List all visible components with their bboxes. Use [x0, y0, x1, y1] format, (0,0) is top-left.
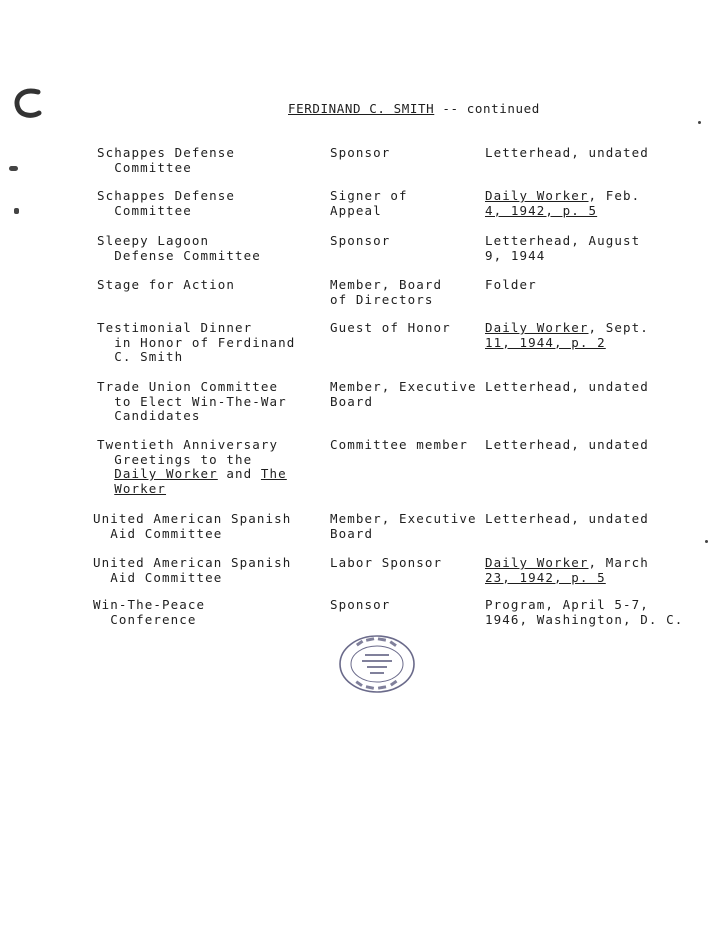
affiliation-cell: Signer of Appeal: [330, 188, 408, 218]
affiliation-cell: Member, Executive Board: [330, 379, 477, 409]
source-citation: 23, 1942, p. 5: [485, 569, 606, 585]
source-cell: [485, 189, 640, 218]
margin-speck: [14, 208, 19, 214]
source-date: , Feb.: [588, 188, 641, 203]
affiliation-cell: Sponsor: [330, 233, 391, 248]
organization-cell: United American Spanish Aid Committee: [93, 511, 292, 541]
page-header: [288, 101, 540, 116]
publication-title: Daily Worker: [485, 188, 589, 203]
source-cell: [485, 321, 649, 350]
organization-cell: Testimonial Dinner in Honor of Ferdinand C. Smith: [97, 320, 296, 364]
source-date: , Sept.: [588, 320, 649, 335]
affiliation-cell: Sponsor: [330, 145, 391, 160]
organization-cell: Sleepy Lagoon Defense Committee: [97, 233, 261, 263]
source-citation: 11, 1944, p. 2: [485, 334, 606, 350]
margin-speck: [705, 540, 708, 543]
publication-title: Worker: [114, 480, 167, 496]
organization-cell: [97, 438, 287, 496]
archives-stamp: [338, 634, 416, 694]
organization-cell: Stage for Action: [97, 277, 236, 292]
header-suffix: -- continued: [434, 101, 540, 116]
source-cell: Letterhead, undated: [485, 379, 649, 394]
source-cell: Program, April 5-7, 1946, Washington, D. C.: [485, 597, 684, 627]
publication-title: Daily Worker: [485, 320, 589, 335]
publication-title: Daily Worker: [485, 555, 589, 570]
margin-speck: [698, 121, 701, 124]
source-cell: Letterhead, undated: [485, 437, 649, 452]
affiliation-cell: Member, Board of Directors: [330, 277, 443, 307]
subject-name: FERDINAND C. SMITH: [288, 101, 435, 116]
publication-title: Daily Worker: [114, 466, 218, 481]
source-cell: Letterhead, undated: [485, 511, 649, 526]
source-date: , March: [588, 555, 649, 570]
affiliation-cell: Member, Executive Board: [330, 511, 477, 541]
source-cell: Folder: [485, 277, 537, 292]
organization-line: Twentieth Anniversary: [97, 437, 279, 452]
hole-punch-mark: [8, 86, 42, 122]
organization-cell: Schappes Defense Committee: [97, 145, 236, 175]
organization-conjunction: and: [217, 466, 261, 481]
margin-speck: [9, 166, 18, 171]
source-citation: 4, 1942, p. 5: [485, 202, 598, 218]
affiliation-cell: Committee member: [330, 437, 469, 452]
organization-cell: United American Spanish Aid Committee: [93, 555, 292, 585]
organization-cell: Schappes Defense Committee: [97, 188, 236, 218]
affiliation-cell: Guest of Honor: [330, 320, 451, 335]
source-cell: Letterhead, August 9, 1944: [485, 233, 641, 263]
organization-cell: Win-The-Peace Conference: [93, 597, 206, 627]
publication-title: The: [260, 466, 287, 481]
affiliation-cell: Sponsor: [330, 597, 391, 612]
organization-cell: Trade Union Committee to Elect Win-The-War Candidates: [97, 379, 287, 423]
organization-line: Greetings to the: [97, 451, 253, 467]
source-cell: Letterhead, undated: [485, 145, 649, 160]
source-cell: [485, 556, 649, 585]
affiliation-cell: Labor Sponsor: [330, 555, 443, 570]
